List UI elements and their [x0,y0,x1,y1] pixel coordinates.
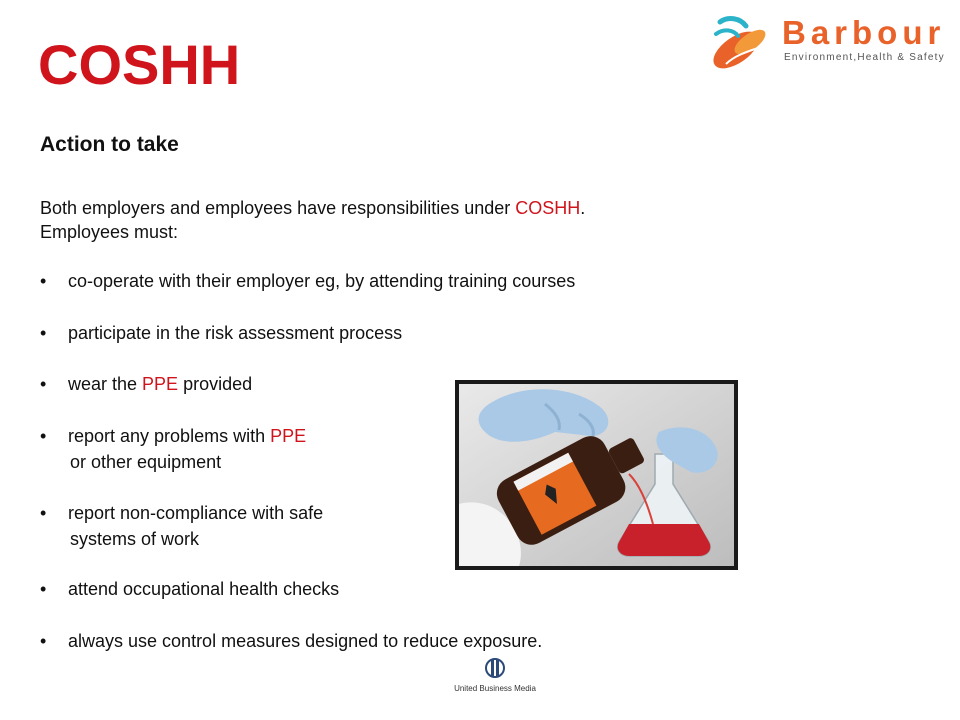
footer-company-name: United Business Media [454,684,536,693]
chemical-pouring-illustration [459,384,734,566]
coshh-highlight: COSHH [515,198,581,218]
bullet-dot: • [40,631,47,651]
barbour-leaf-icon [706,12,778,74]
bullet-text: always use control measures designed to reduce exposure. [68,631,543,651]
bullet-text-part: wear the [68,374,143,394]
logo-tagline: Environment,Health & Safety [784,52,945,63]
intro-text-part: Both employers and employees have responsibilities under [40,198,516,218]
bullet-dot: • [40,426,47,446]
chemical-handling-photo [455,380,738,570]
slide-title: COSHH [38,33,241,96]
bullet-continuation: systems of work [70,529,200,549]
bullet-text [68,424,306,448]
intro-line-2: Employees must: [40,222,179,242]
intro-text-part: . [580,198,586,218]
intro-line-1 [40,196,585,220]
section-heading: Action to take [40,133,179,156]
bullet-dot: • [40,374,47,394]
bullet-text-part: provided [178,374,253,394]
bullet-text: co-operate with their employer eg, by attending training courses [68,271,576,291]
bullet-text: attend occupational health checks [68,579,340,599]
intro-text [40,196,585,244]
bullet-dot: • [40,271,47,291]
bullet-dot: • [40,503,47,523]
bullet-continuation: or other equipment [70,452,222,472]
united-business-media-logo [450,656,540,696]
ubm-globe-icon [450,656,540,682]
bullet-text: report non-compliance with safe [68,503,324,523]
ppe-highlight: PPE [142,374,179,394]
logo-brand-name: Barbour [782,14,946,51]
bullet-dot: • [40,323,47,343]
ppe-highlight: PPE [270,426,307,446]
bullet-text: participate in the risk assessment process [68,323,403,343]
barbour-logo [706,12,950,74]
bullet-text-part: report any problems with [68,426,271,446]
bullet-text [68,372,252,396]
bullet-dot: • [40,579,47,599]
